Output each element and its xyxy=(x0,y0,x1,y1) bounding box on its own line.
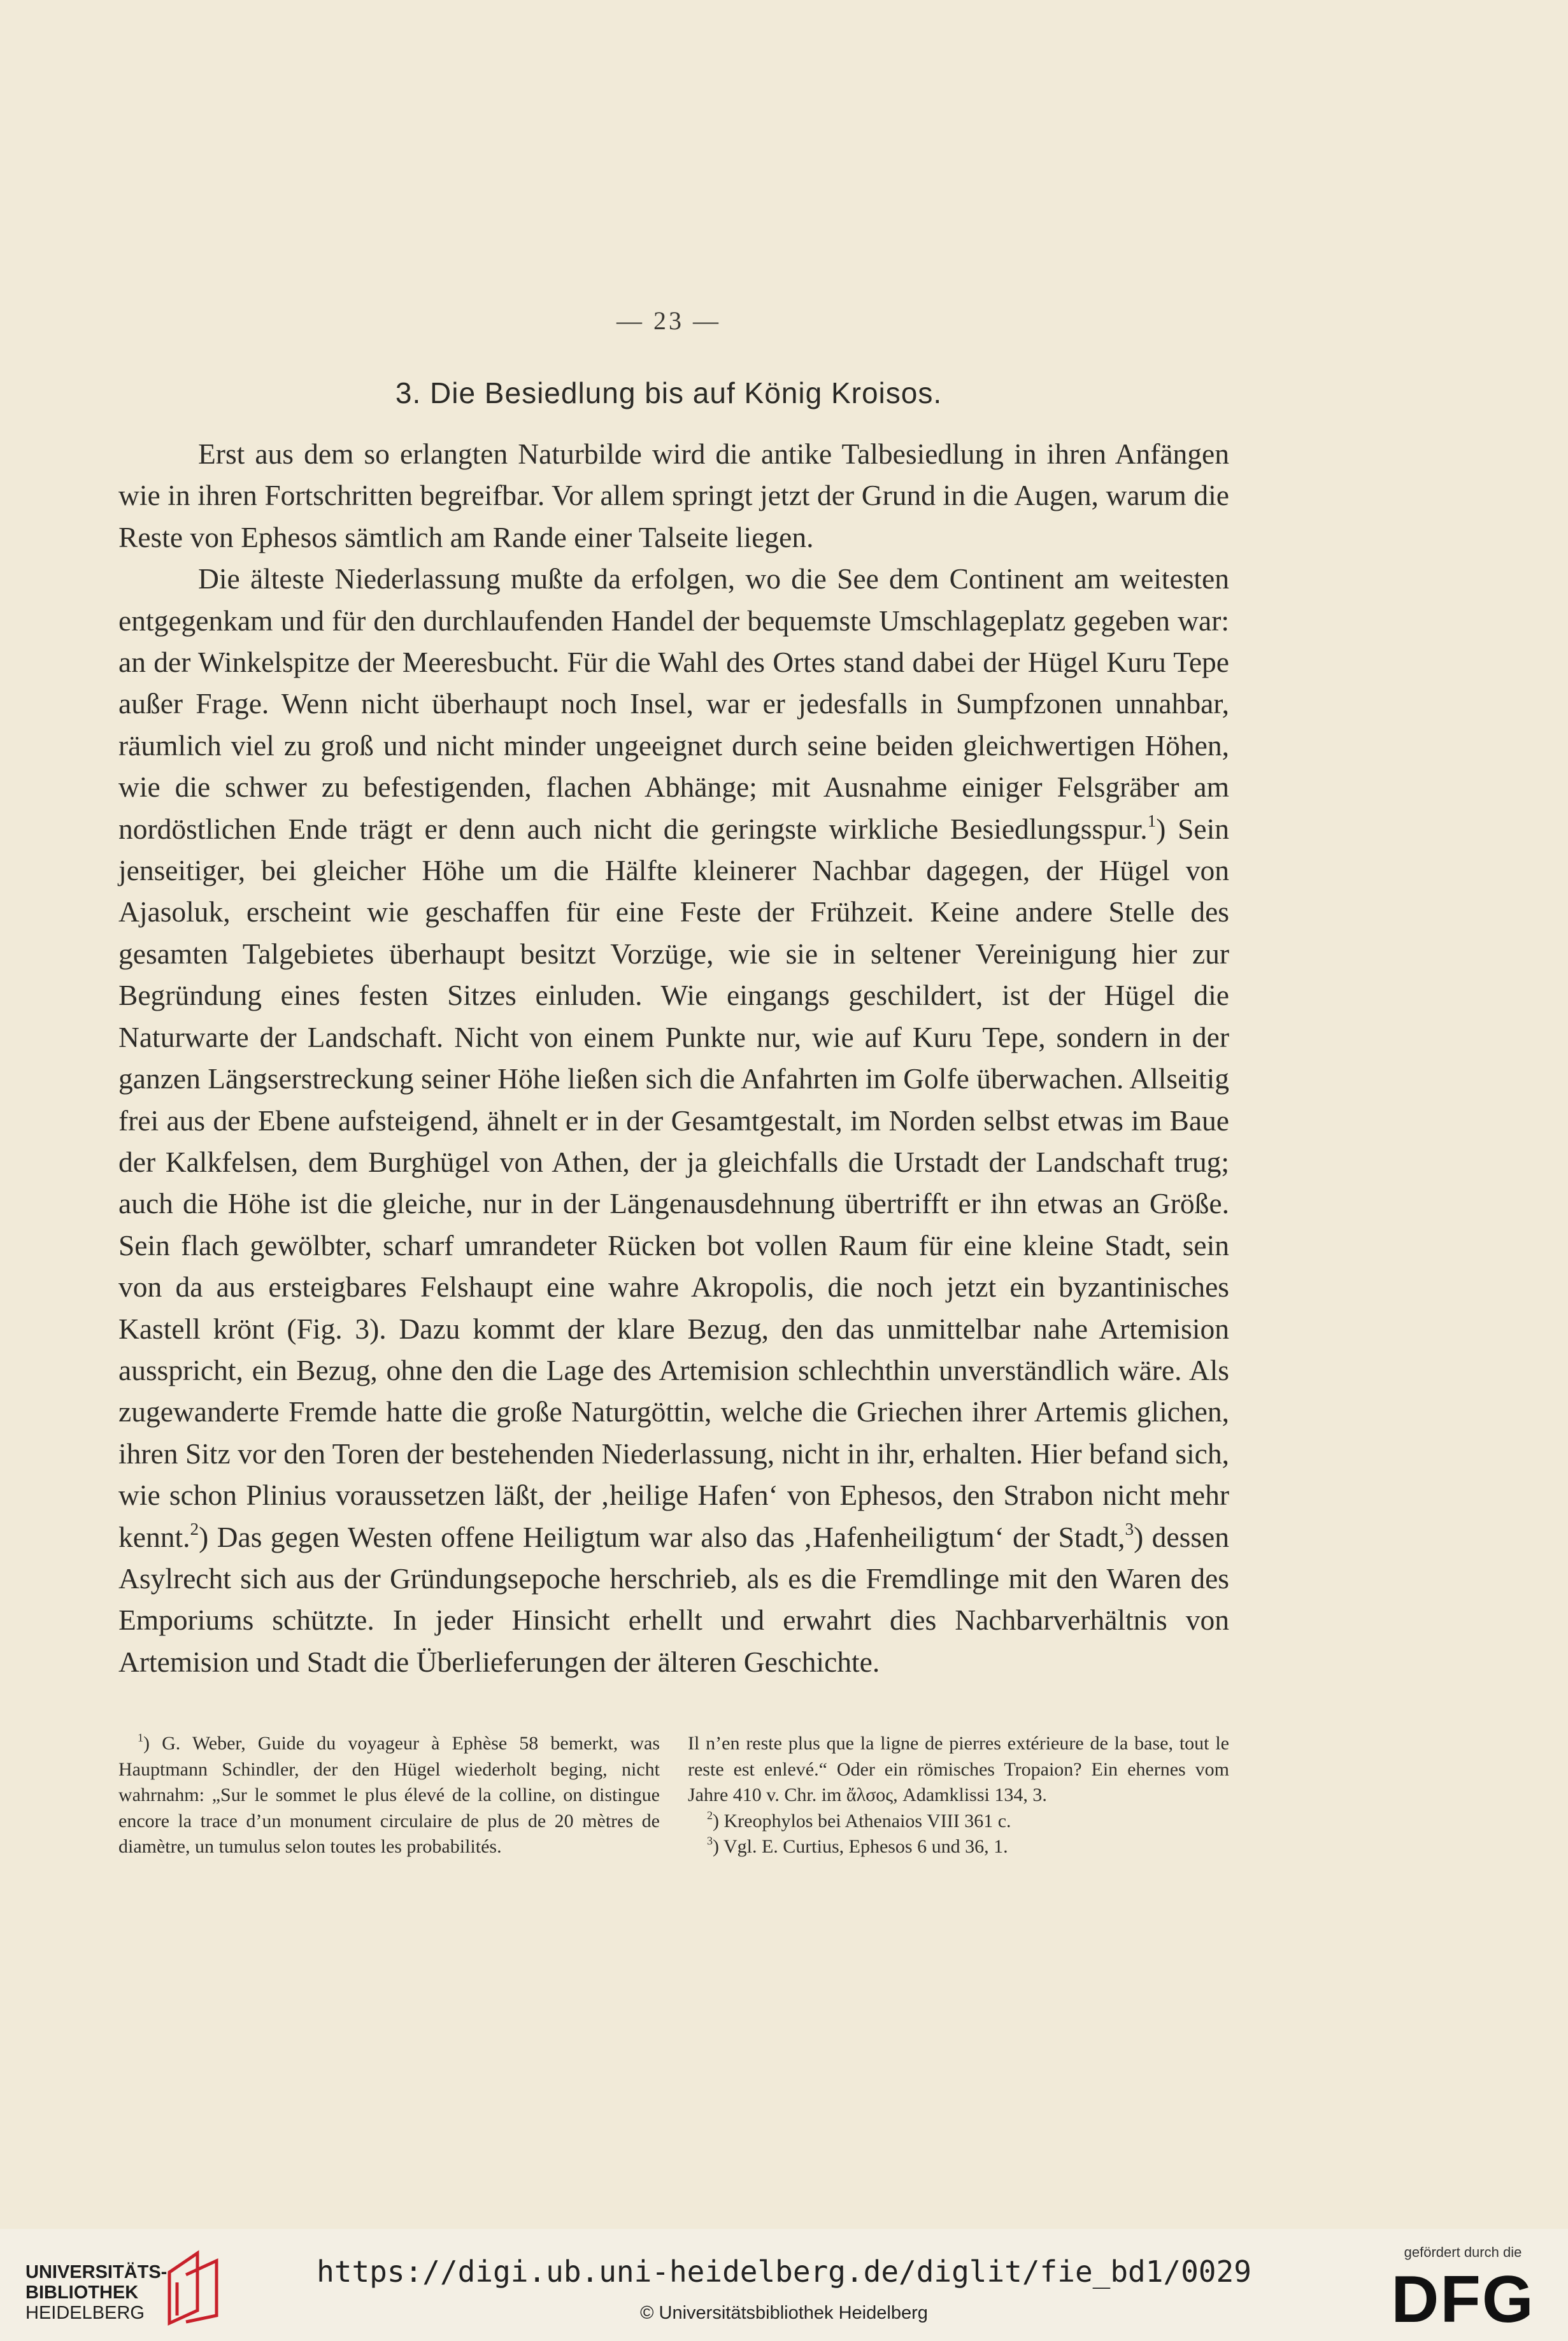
footnote-reference: 1 xyxy=(1147,811,1157,830)
footnote-3 xyxy=(688,1834,1229,1860)
funder-block xyxy=(1383,2244,1543,2332)
permalink-url[interactable]: https://digi.ub.uni-heidelberg.de/diglit/fie_bd1/0029 xyxy=(317,2254,1251,2289)
library-name-line-1: UNIVERSITÄTS- xyxy=(25,2262,167,2282)
paragraph-text: Die älteste Niederlassung mußte da erfolgen, wo die See dem Continent am weitesten entgegenkam und für den durchlaufenden Handel der bequemste Umschlageplatz gegeben war: an der Winkelspitze der Meeresbucht. Für die Wahl des Ortes stand dabei der Hügel Kuru Tepe außer Frage. Wenn nicht überhaupt noch Insel, war er jedesfalls in Sumpfzonen unnahbar, räumlich viel zu groß und nicht minder ungeeignet durch seine beiden gleichwertigen Höhen, wie die schwer zu befestigenden, flachen Abhänge; mit Ausnahme einiger Felsgräber am nordöstlichen Ende trägt er denn auch nicht die geringste wirkliche Besiedlungsspur. xyxy=(118,562,1229,845)
footnote-reference: 2 xyxy=(190,1519,199,1539)
footnote-1-mark: 1 xyxy=(138,1731,143,1744)
footnote-3-text: ) Vgl. E. Curtius, Ephesos 6 und 36, 1. xyxy=(713,1836,1008,1857)
footnotes xyxy=(118,1731,1229,1860)
footnote-2-mark: 2 xyxy=(707,1808,713,1821)
dfg-logo-icon[interactable] xyxy=(1388,2263,1538,2332)
library-name-line-3: HEIDELBERG xyxy=(25,2303,145,2323)
footnote-2-text: ) Kreophylos bei Athenaios VIII 361 c. xyxy=(713,1810,1011,1832)
footnote-3-mark: 3 xyxy=(707,1834,713,1847)
page-number: — 23 — xyxy=(617,306,721,335)
footnote-1-continuation: Il n’en reste plus que la ligne de pierres extérieure de la base, tout le reste est enlevé.“ Oder ein römisches Tropaion? Ein ehernes vom Jahre 410 v. Chr. im ἄλσος, Adamklissi 134, 3. xyxy=(688,1733,1229,1805)
footnote-1-text: ) G. Weber, Guide du voyageur à Ephèse 58 bemerkt, was Hauptmann Schindler, der den Hügel wiederholt beging, nicht wahrnahm: „Sur le sommet le plus élevé de la colline, on distingue encore la trace d’un monument circulaire de plus de 20 mètres de diamètre, un tumulus selon toutes les probabilités. xyxy=(118,1733,660,1857)
footnote-2 xyxy=(688,1809,1229,1835)
body-paragraph xyxy=(118,558,1229,1683)
paragraph-text: ) dessen Asylrecht sich aus der Gründungsepoche herschrieb, als es die Fremdlinge mit den Waren des Emporiums schützte. In jeder Hinsicht erhellt und erwahrt dies Nachbarverhältnis von Artemision und Stadt die Überlieferungen der älteren Geschichte. xyxy=(118,1520,1229,1678)
body-paragraph xyxy=(118,433,1229,558)
funder-text: gefördert durch die xyxy=(1404,2244,1522,2260)
viewer-footer xyxy=(0,2229,1568,2341)
footnote-1 xyxy=(118,1731,660,1860)
footnote-column-left xyxy=(118,1731,660,1860)
svg-text:DFG: DFG xyxy=(1391,2263,1535,2332)
paragraph-text: ) Sein jenseitiger, bei gleicher Höhe um die Hälfte kleinerer Nachbar dagegen, der Hügel von Ajasoluk, erscheint wie geschaffen für eine Feste der Frühzeit. Keine andere Stelle des gesamten Talgebietes überhaupt besitzt Vorzüge, wie sie in seltener Vereinigung hier zur Begründung eines festen Sitzes einluden. Wie eingangs geschildert, ist der Hügel die Naturwarte der Landschaft. Nicht von einem Punkte nur, wie auf Kuru Tepe, sondern in der ganzen Längserstreckung seiner Höhe ließen sich die Anfahrten im Golfe überwachen. Allseitig frei aus der Ebene aufsteigend, ähnelt er in der Gesamtgestalt, im Norden selbst etwas im Baue der Kalkfelsen, dem Burghügel von Athen, der ja gleichfalls die Urstadt der Landschaft trug; auch die Höhe ist die gleiche, nur in der Längenausdehnung übertrifft er ihn etwas an Größe. Sein flach gewölbter, scharf umrandeter Rücken bot vollen Raum für eine kleine Stadt, sein von da aus ersteigbares Felshaupt eine wahre Akropolis, die noch jetzt ein byzantinisches Kastell krönt (Fig. 3). Dazu kommt der klare Bezug, den das unmittelbar nahe Artemision ausspricht, ein Bezug, ohne den die Lage des Artemision schlechthin unverständlich wäre. Als zugewanderte Fremde hatte die große Naturgöttin, welche die Griechen ihrer Artemis glichen, ihren Sitz vor den Toren der bestehenden Niederlassung, nicht in ihr, erhalten. Hier befand sich, wie schon Plinius voraussetzen läßt, der ‚heilige Hafen‘ von Ephesos, den Strabon nicht mehr kennt. xyxy=(118,812,1229,1553)
paragraph-text: ) Das gegen Westen offene Heiligtum war also das ‚Hafenheiligtum‘ der Stadt, xyxy=(199,1520,1125,1553)
copyright-text: © Universitätsbibliothek Heidelberg xyxy=(640,2303,928,2323)
footnote-reference: 3 xyxy=(1125,1519,1134,1539)
paragraph-text: Erst aus dem so erlangten Naturbilde wird die antike Talbesiedlung in ihren Anfängen wie in ihren Fortschritten begreifbar. Vor allem springt jetzt der Grund in die Augen, warum die Reste von Ephesos sämtlich am Rande einer Talseite liegen. xyxy=(118,438,1229,553)
library-name-line-2: BIBLIOTHEK xyxy=(25,2282,139,2303)
section-title: 3. Die Besiedlung bis auf König Kroisos. xyxy=(395,376,943,409)
body-text xyxy=(118,433,1229,1683)
footnote-column-right xyxy=(688,1731,1229,1860)
